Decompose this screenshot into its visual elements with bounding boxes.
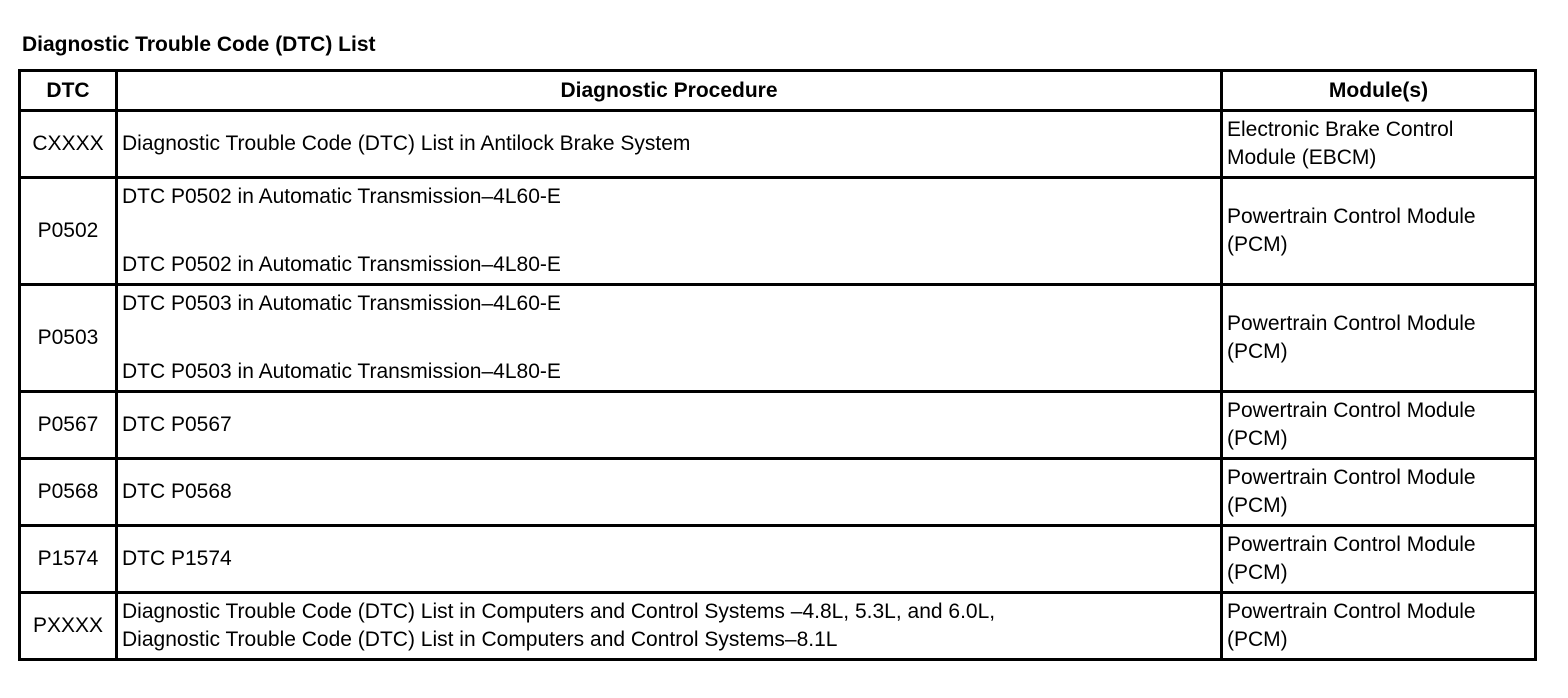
module-cell [1222,593,1536,660]
procedure-text: DTC P0503 in Automatic Transmission–4L80-E [122,360,561,383]
module-text: Powertrain Control Module [1227,205,1476,228]
dtc-code: P0568 [20,459,117,526]
module-cell [1222,392,1536,459]
procedure-text: DTC P0568 [122,480,232,503]
table-row [20,392,1536,459]
table-row [20,526,1536,593]
procedure-cell [117,593,1222,660]
module-text: Powertrain Control Module [1227,312,1476,335]
procedure-text: DTC P0503 in Automatic Transmission–4L60-E [122,292,561,315]
module-cell [1222,285,1536,392]
module-text: Powertrain Control Module [1227,600,1476,623]
module-cell [1222,178,1536,285]
dtc-code: PXXXX [20,593,117,660]
table-row [20,111,1536,178]
module-cell [1222,459,1536,526]
procedure-cell [117,526,1222,593]
module-text: (PCM) [1227,628,1288,651]
dtc-code: P0502 [20,178,117,285]
module-cell [1222,111,1536,178]
module-text: (PCM) [1227,561,1288,584]
module-text: (PCM) [1227,494,1288,517]
procedure-text: DTC P0502 in Automatic Transmission–4L60-E [122,185,561,208]
header-procedure: Diagnostic Procedure [117,71,1222,111]
procedure-text: Diagnostic Trouble Code (DTC) List in Antilock Brake System [122,132,691,155]
module-text: Powertrain Control Module [1227,399,1476,422]
module-text: Powertrain Control Module [1227,533,1476,556]
procedure-cell [117,111,1222,178]
module-text: (PCM) [1227,233,1288,256]
table-row [20,285,1536,392]
procedure-text: DTC P0502 in Automatic Transmission–4L80-E [122,253,561,276]
procedure-cell [117,392,1222,459]
table-row [20,593,1536,660]
module-cell [1222,526,1536,593]
procedure-cell [117,285,1222,392]
table-row [20,459,1536,526]
dtc-code: CXXXX [20,111,117,178]
document-title: Diagnostic Trouble Code (DTC) List [22,33,376,56]
procedure-cell [117,178,1222,285]
table-header-row [20,71,1536,111]
module-text: Powertrain Control Module [1227,466,1476,489]
dtc-table [18,69,1537,661]
module-text: (PCM) [1227,340,1288,363]
header-modules: Module(s) [1222,71,1536,111]
procedure-text: DTC P1574 [122,547,232,570]
procedure-text: Diagnostic Trouble Code (DTC) List in Computers and Control Systems–8.1L [122,628,838,651]
dtc-code: P0503 [20,285,117,392]
procedure-text: DTC P0567 [122,413,232,436]
table-row [20,178,1536,285]
module-text: Electronic Brake Control [1227,118,1454,141]
module-text: (PCM) [1227,427,1288,450]
procedure-cell [117,459,1222,526]
header-dtc: DTC [20,71,117,111]
module-text: Module (EBCM) [1227,146,1377,169]
procedure-text: Diagnostic Trouble Code (DTC) List in Computers and Control Systems –4.8L, 5.3L, and 6.0L, [122,600,996,623]
dtc-code: P0567 [20,392,117,459]
dtc-code: P1574 [20,526,117,593]
